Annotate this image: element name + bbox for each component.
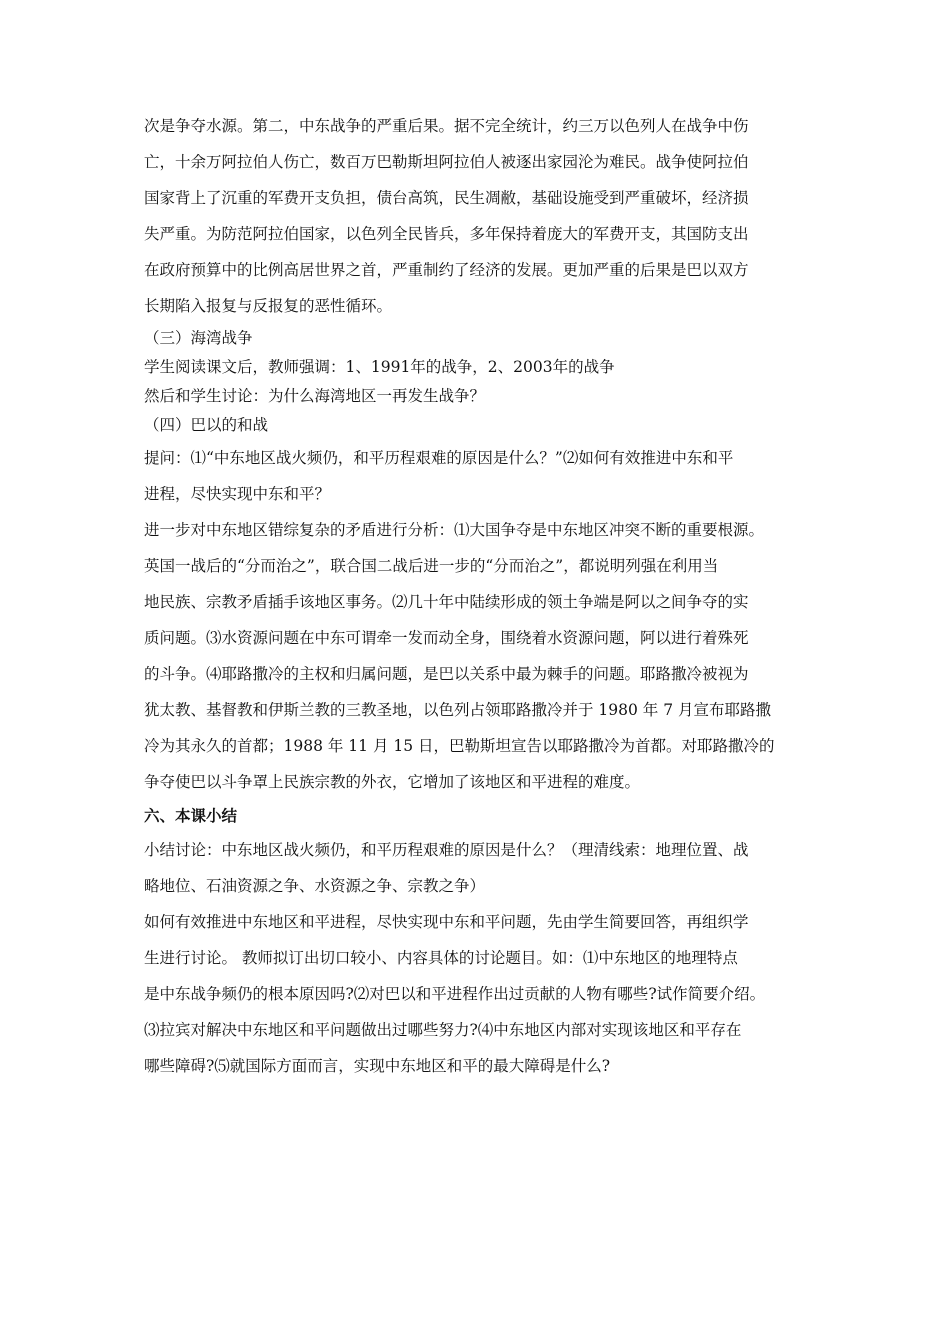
text-line: 英国一战后的“分而治之”，联合国二战后进一步的“分而治之”，都说明列强在利用当: [144, 557, 719, 575]
text-line: ⑶拉宾对解决中东地区和平问题做出过哪些努力?⑷中东地区内部对实现该地区和平存在: [144, 1021, 742, 1039]
document-page: [144, 108, 834, 1084]
text-line: 提问：⑴“中东地区战火频仍，和平历程艰难的原因是什么？”⑵如何有效推进中东和平: [144, 449, 734, 467]
text-line: 长期陷入报复与反报复的恶性循环。: [144, 297, 393, 315]
text-line: 在政府预算中的比例高居世界之首，严重制约了经济的发展。更加严重的后果是巴以双方: [144, 261, 749, 279]
text-line: 争夺使巴以斗争罩上民族宗教的外衣，它增加了该地区和平进程的难度。: [144, 773, 641, 791]
text-line: 如何有效推进中东地区和平进程，尽快实现中东和平问题，先由学生简要回答，再组织学: [144, 913, 749, 931]
text-line: 犹太教、基督教和伊斯兰教的三教圣地，以色列占领耶路撒冷并于 1980 年 7 月宣布耶路撒: [144, 701, 772, 719]
text-line: 国家背上了沉重的军费开支负担，债台高筑，民生凋敝，基础设施受到严重破坏，经济损: [144, 189, 749, 207]
text-line: 然后和学生讨论：为什么海湾地区一再发生战争？: [144, 387, 486, 405]
text-line: 地民族、宗教矛盾插手该地区事务。⑵几十年中陆续形成的领土争端是阿以之间争夺的实: [144, 593, 749, 611]
text-line: 质问题。⑶水资源问题在中东可谓牵一发而动全身，围绕着水资源问题，阿以进行着殊死: [144, 629, 749, 647]
text-line: 进一步对中东地区错综复杂的矛盾进行分析：⑴大国争夺是中东地区冲突不断的重要根源。: [144, 521, 765, 539]
text-line: 学生阅读课文后，教师强调：1、1991年的战争，2、2003年的战争: [144, 358, 615, 376]
text-line: 小结讨论：中东地区战火频仍，和平历程艰难的原因是什么？（理清线索：地理位置、战: [144, 841, 749, 859]
text-line: 是中东战争频仍的根本原因吗?⑵对巴以和平进程作出过贡献的人物有哪些?试作简要介绍。: [144, 985, 766, 1003]
text-line: 次是争夺水源。第二，中东战争的严重后果。据不完全统计，约三万以色列人在战争中伤: [144, 117, 749, 135]
section-title: （四）巴以的和战: [144, 416, 269, 434]
text-line: 略地位、石油资源之争、水资源之争、宗教之争）: [144, 877, 486, 895]
text-line: 的斗争。⑷耶路撒冷的主权和归属问题，是巴以关系中最为棘手的问题。耶路撒冷被视为: [144, 665, 749, 683]
text-line: 亡，十余万阿拉伯人伤亡，数百万巴勒斯坦阿拉伯人被逐出家园沦为难民。战争使阿拉伯: [144, 153, 749, 171]
text-line: 进程，尽快实现中东和平？: [144, 485, 331, 503]
text-line: 冷为其永久的首都；1988 年 11 月 15 日，巴勒斯坦宣告以耶路撒冷为首都。对耶路撒冷的: [144, 737, 775, 755]
text-line: 哪些障碍?⑸就国际方面而言，实现中东地区和平的最大障碍是什么?: [144, 1057, 611, 1075]
section-heading: 六、本课小结: [144, 807, 238, 825]
text-line: 失严重。为防范阿拉伯国家，以色列全民皆兵，多年保持着庞大的军费开支，其国防支出: [144, 225, 749, 243]
text-line: 生进行讨论。 教师拟订出切口较小、内容具体的讨论题目。如：⑴中东地区的地理特点: [144, 949, 738, 967]
section-title: （三）海湾战争: [144, 329, 253, 347]
